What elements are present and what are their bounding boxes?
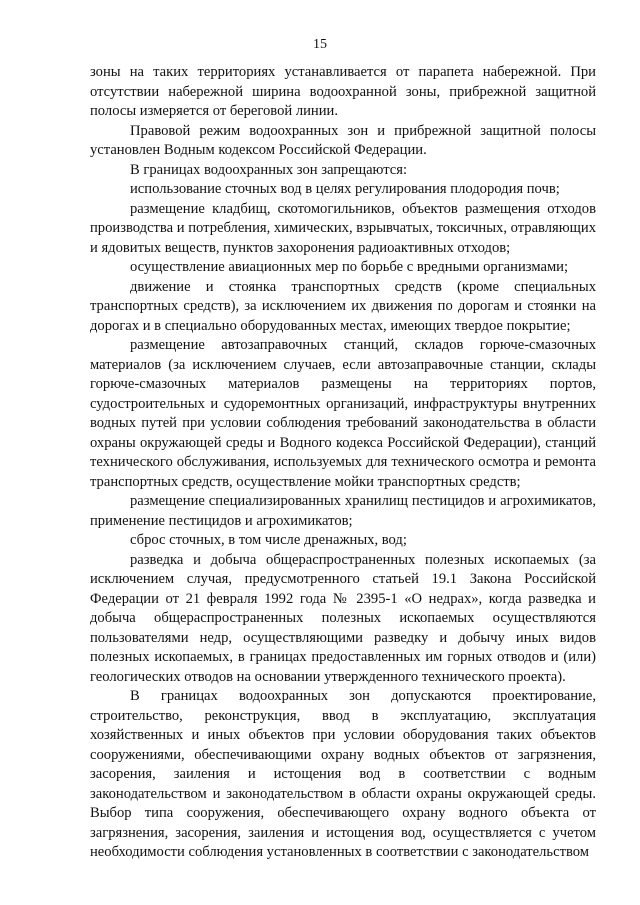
- paragraph: размещение кладбищ, скотомогильников, объектов размещения отходов производства и потребления, химических, взрывчатых, токсичных, отравляющих и ядовитых веществ, пунктов захоронения радиоактивных отходов;: [90, 200, 596, 256]
- paragraph: зоны на таких территориях устанавливается от парапета набережной. При отсутствии набережной ширина водоохранной зоны, прибрежной защитной полосы измеряется от береговой линии.: [90, 64, 596, 119]
- paragraph: движение и стоянка транспортных средств (кроме специальных транспортных средств), за исключением их движения по дорогам и стоянки на дорогах и в специально оборудованных местах, имеющих твердое покрытие;: [90, 278, 596, 334]
- paragraph: сброс сточных, в том числе дренажных, вод;: [130, 532, 407, 548]
- paragraph: размещение специализированных хранилищ пестицидов и агрохимикатов, применение пестицидов и агрохимикатов;: [90, 493, 596, 529]
- paragraph: разведка и добыча общераспространенных полезных ископаемых (за исключением случая, предусмотренного статьей 19.1 Закона Российской Федерации от 21 февраля 1992 года № 2395-1 «О недрах», когда разведка и добыча общераспространенных полезных ископаемых осуществляются пользователями недр, осуществляющими разведку и добычу иных видов полезных ископаемых, в границах предоставленных им горных отводов и (или) геологических отводов на основании утвержденного технического проекта).: [90, 551, 596, 685]
- paragraph: осуществление авиационных мер по борьбе с вредными организмами;: [130, 259, 569, 275]
- paragraph: использование сточных вод в целях регулирования плодородия почв;: [130, 181, 560, 197]
- paragraph: Правовой режим водоохранных зон и прибрежной защитной полосы установлен Водным кодексом Российской Федерации.: [90, 122, 596, 158]
- paragraph: В границах водоохранных зон допускаются проектирование, строительство, реконструкция, ввод в эксплуатацию, эксплуатация хозяйственных и иных объектов при условии оборудования таких объектов сооружениями, обеспечивающими охрану водных объектов от загрязнения, засорения, заиления и истощения вод в соответствии с водным законодательством и законодательством в области охраны окружающей среды. Выбор типа сооружения, обеспечивающего охрану водного объекта от загрязнения, засорения, заиления и истощения вод, осуществляется с учетом необходимости соблюдения установленных в соответствии с законодательством: [90, 688, 596, 860]
- paragraph: размещение автозаправочных станций, складов горюче-смазочных материалов (за исключением случаев, если автозаправочные станции, склады горюче-смазочных материалов размещены на территориях портов, судостроительных и судоремонтных организаций, инфраструктуры внутренних водных путей при условии соблюдения требований законодательства в области охраны окружающей среды и Водного кодекса Российской Федерации), станций технического обслуживания, используемых для технического осмотра и ремонта транспортных средств, осуществление мойки транспортных средств;: [90, 337, 596, 490]
- paragraph: В границах водоохранных зон запрещаются:: [130, 161, 408, 178]
- page-number: 15: [313, 37, 327, 52]
- body-text: [90, 63, 596, 863]
